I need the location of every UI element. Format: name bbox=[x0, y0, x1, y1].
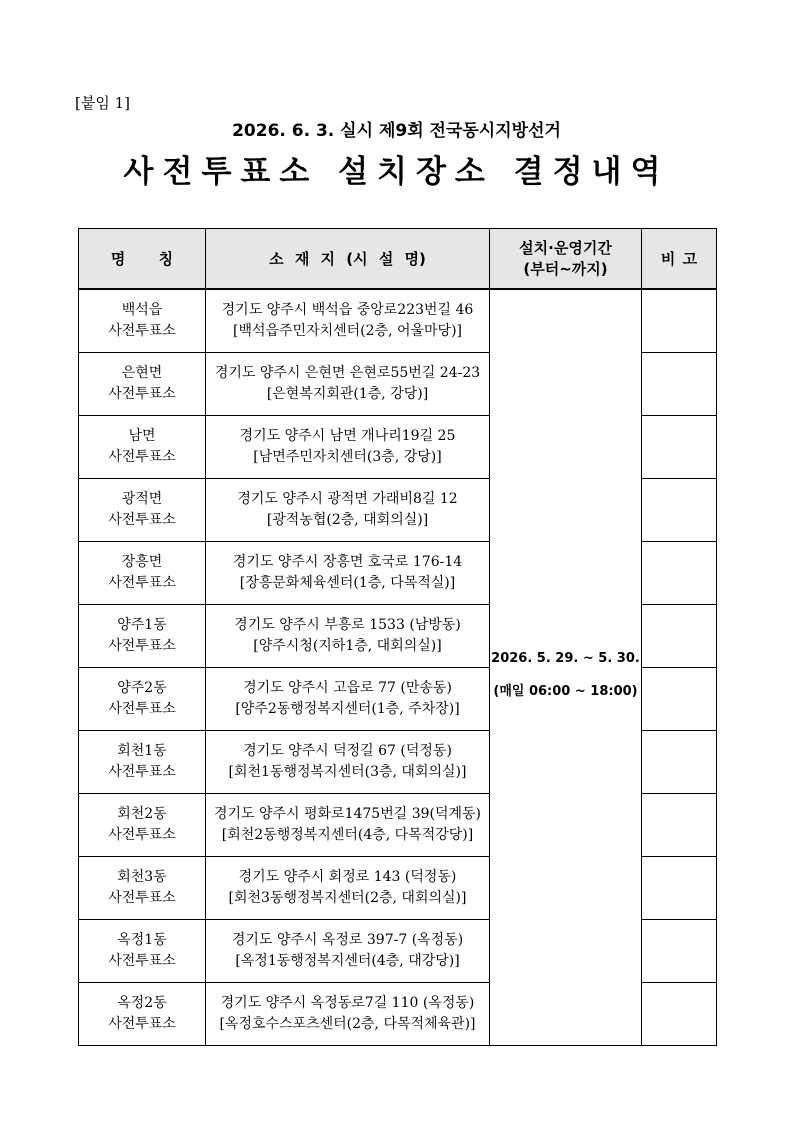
station-name: 백석읍 사전투표소 bbox=[79, 289, 206, 353]
station-location bbox=[206, 605, 490, 668]
column-header-location: 소 재 지 (시 설 명) bbox=[206, 229, 490, 290]
station-address: 경기도 양주시 부흥로 1533 (남방동) bbox=[234, 617, 461, 633]
document-title: 사전투표소 설치장소 결정내역 bbox=[123, 154, 670, 190]
station-location bbox=[206, 416, 490, 479]
period-header-line2: (부터~까지) bbox=[523, 259, 608, 278]
station-facility: [회천2동행정복지센터(4층, 다목적강당)] bbox=[221, 827, 474, 843]
station-name: 양주2동 사전투표소 bbox=[79, 668, 206, 731]
station-name: 옥정1동 사전투표소 bbox=[79, 920, 206, 983]
station-facility: [옥정호수스포츠센터(2층, 다목적체육관)] bbox=[219, 1016, 476, 1032]
station-location bbox=[206, 479, 490, 542]
station-name: 옥정2동 사전투표소 bbox=[79, 983, 206, 1046]
station-facility: [장흥문화체육센터(1층, 다목적실)] bbox=[239, 575, 456, 591]
remarks-cell bbox=[642, 289, 717, 353]
station-location bbox=[206, 289, 490, 353]
operating-period bbox=[490, 289, 642, 1046]
station-address: 경기도 양주시 남면 개나리19길 25 bbox=[239, 428, 456, 444]
station-name: 회천1동 사전투표소 bbox=[79, 731, 206, 794]
station-location bbox=[206, 794, 490, 857]
station-address: 경기도 양주시 장흥면 호국로 176-14 bbox=[232, 554, 463, 570]
station-facility: [양주2동행정복지센터(1층, 주차장)] bbox=[235, 701, 460, 717]
station-facility: [옥정1동행정복지센터(4층, 대강당)] bbox=[235, 953, 460, 969]
station-location bbox=[206, 983, 490, 1046]
station-address: 경기도 양주시 광적면 가래비8길 12 bbox=[237, 491, 458, 507]
station-location bbox=[206, 731, 490, 794]
station-address: 경기도 양주시 백석읍 중앙로223번길 46 bbox=[221, 302, 474, 318]
station-facility: [양주시청(지하1층, 대회의실)] bbox=[253, 638, 442, 654]
station-location bbox=[206, 857, 490, 920]
period-hours: (매일 06:00 ~ 18:00) bbox=[493, 683, 638, 699]
table-row bbox=[79, 289, 717, 353]
station-location bbox=[206, 920, 490, 983]
station-facility: [광적농협(2층, 대회의실)] bbox=[266, 512, 429, 528]
remarks-cell bbox=[642, 857, 717, 920]
remarks-cell bbox=[642, 731, 717, 794]
remarks-cell bbox=[642, 605, 717, 668]
station-address: 경기도 양주시 옥정로 397-7 (옥정동) bbox=[231, 932, 464, 948]
column-header-remarks: 비 고 bbox=[642, 229, 717, 290]
station-name: 장흥면 사전투표소 bbox=[79, 542, 206, 605]
period-dates: 2026. 5. 29. ~ 5. 30. bbox=[491, 650, 640, 666]
remarks-cell bbox=[642, 416, 717, 479]
remarks-cell bbox=[642, 542, 717, 605]
remarks-cell bbox=[642, 794, 717, 857]
station-facility: [백석읍주민자치센터(2층, 어울마당)] bbox=[233, 323, 462, 339]
station-address: 경기도 양주시 옥정동로7길 110 (옥정동) bbox=[220, 995, 475, 1011]
table-body bbox=[79, 289, 717, 1046]
remarks-cell bbox=[642, 479, 717, 542]
station-name: 양주1동 사전투표소 bbox=[79, 605, 206, 668]
station-address: 경기도 양주시 덕정길 67 (덕정동) bbox=[243, 743, 452, 759]
station-location bbox=[206, 542, 490, 605]
station-address: 경기도 양주시 평화로1475번길 39(덕계동) bbox=[213, 806, 482, 822]
station-name: 남면 사전투표소 bbox=[79, 416, 206, 479]
remarks-cell bbox=[642, 920, 717, 983]
station-name: 광적면 사전투표소 bbox=[79, 479, 206, 542]
remarks-cell bbox=[642, 983, 717, 1046]
station-address: 경기도 양주시 은현면 은현로55번길 24-23 bbox=[214, 365, 481, 381]
remarks-cell bbox=[642, 668, 717, 731]
polling-station-table bbox=[78, 228, 717, 1046]
station-facility: [회천3동행정복지센터(2층, 대회의실)] bbox=[228, 890, 467, 906]
table-header-row bbox=[79, 229, 717, 290]
column-header-period bbox=[490, 229, 642, 290]
station-facility: [회천1동행정복지센터(3층, 대회의실)] bbox=[228, 764, 467, 780]
station-name: 회천2동 사전투표소 bbox=[79, 794, 206, 857]
document-subtitle: 2026. 6. 3. 실시 제9회 전국동시지방선거 bbox=[232, 121, 561, 141]
station-name: 은현면 사전투표소 bbox=[79, 353, 206, 416]
attachment-label: [붙임 1] bbox=[75, 94, 130, 112]
station-facility: [남면주민자치센터(3층, 강당)] bbox=[253, 449, 442, 465]
remarks-cell bbox=[642, 353, 717, 416]
period-header-line1: 설치·운영기간 bbox=[519, 238, 612, 257]
station-address: 경기도 양주시 고읍로 77 (만송동) bbox=[243, 680, 452, 696]
column-header-name: 명 칭 bbox=[79, 229, 206, 290]
station-address: 경기도 양주시 회정로 143 (덕정동) bbox=[238, 869, 457, 885]
station-location bbox=[206, 668, 490, 731]
station-location bbox=[206, 353, 490, 416]
station-facility: [은현복지회관(1층, 강당)] bbox=[266, 386, 429, 402]
station-name: 회천3동 사전투표소 bbox=[79, 857, 206, 920]
